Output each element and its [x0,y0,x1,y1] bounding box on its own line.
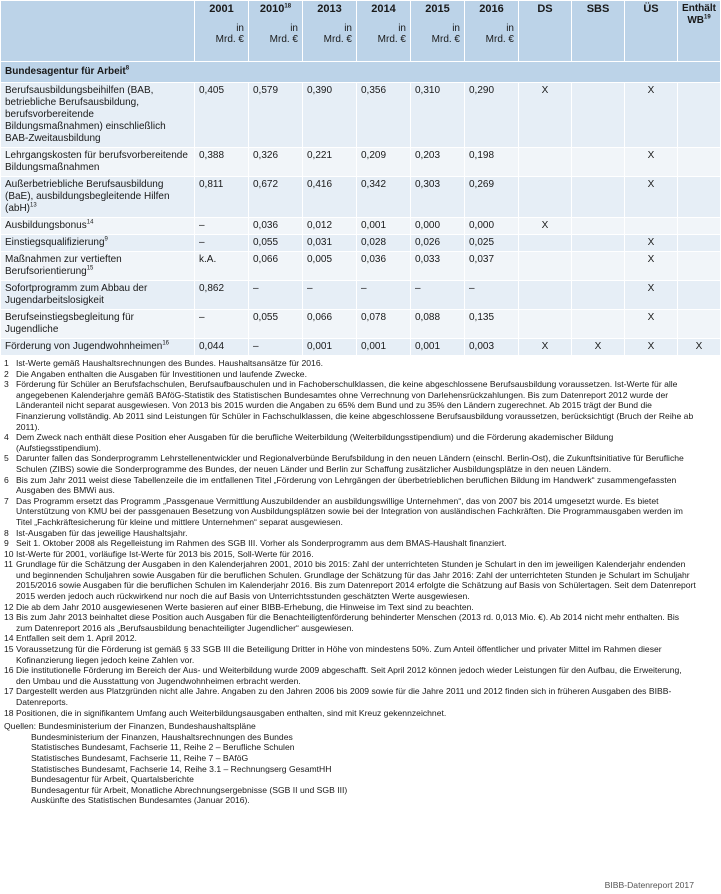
value-cell: 0,579 [249,83,303,148]
value-cell: 0,203 [411,148,465,177]
value-cell: 0,221 [303,148,357,177]
section-row [1,62,721,83]
mark-sbs [572,148,625,177]
value-cell: 0,037 [465,252,519,281]
value-cell: 0,001 [357,339,411,356]
footnote-text: Seit 1. Oktober 2008 als Regelleistung im Rahmen des SGB III. Vorher als Sonderprogramm aus dem BMAS-Haushalt finanziert. [16,538,507,549]
footnote-number: 7 [4,495,9,506]
mark-sbs [572,218,625,235]
footnote-text: Ist-Werte für 2001, vorläufige Ist-Werte für 2013 bis 2015, Soll-Werte für 2016. [16,548,314,559]
value-cell: – [195,235,249,252]
expenditure-table [0,0,721,356]
mark-us: X [625,310,678,339]
source-item: Statistisches Bundesamt, Fachserie 11, Reihe 2 – Berufliche Schulen [31,742,295,753]
value-cell: 0,036 [249,218,303,235]
value-cell: 0,135 [465,310,519,339]
value-cell: – [303,281,357,310]
footnote-text: Ist-Werte gemäß Haushaltsrechnungen des Bundes. Haushaltsansätze für 2016. [16,358,324,368]
footnote-number: 2 [4,368,9,379]
sources [0,718,700,806]
value-cell: 0,290 [465,83,519,148]
footnote [4,528,696,539]
footnote-number: 8 [4,527,9,538]
footnote [4,708,696,719]
table-row [1,218,721,235]
value-cell: 0,000 [465,218,519,235]
source-item: Bundesministerium der Finanzen, Haushaltsrechnungen des Bundes [31,731,293,742]
section-title: Bundesagentur für Arbeit$^8$ [1,62,721,83]
footnote-number: 15 [4,644,14,655]
table-row [1,281,721,310]
mark-wb [678,177,721,218]
row-label: Förderung von Jugendwohnheimen$^{16}$ [1,339,195,356]
header-year-2001: 2001 in Mrd. € [195,1,249,62]
row-label: Außerbetriebliche Berufsausbildung (BaE), ausbildungsbegleitende Hilfen (abH)$^{13}$ [1,177,195,218]
mark-wb [678,281,721,310]
mark-ds [519,310,572,339]
value-cell: 0,033 [411,252,465,281]
footnote-text: Dem Zweck nach enthält diese Position eher Ausgaben für die berufliche Weiterbildung (Weiterbildungsstipendium) und die Förderung akademischer Bildung (Aufstiegsstipendium). [16,432,614,453]
source-item: Auskünfte des Statistischen Bundesamtes (Januar 2016). [31,795,250,806]
value-cell: – [249,339,303,356]
value-cell: 0,088 [411,310,465,339]
footnote-number: 1 [4,358,9,368]
sources-lead: Quellen: Bundesministerium der Finanzen, Bundeshaushaltspläne [4,721,256,732]
mark-wb: X [678,339,721,356]
footnote-number: 11 [4,559,13,570]
value-cell: – [249,281,303,310]
value-cell: 0,198 [465,148,519,177]
footnote [4,432,696,453]
footnote-number: 4 [4,432,9,443]
mark-us: X [625,148,678,177]
row-label: Berufsausbildungsbeihilfen (BAB, betriebliche Berufsausbildung, berufsvorbereitende Bildungsmaßnahmen) einschließlich BAB-Zweitausbildung [1,83,195,148]
mark-ds [519,281,572,310]
value-cell: 0,001 [303,339,357,356]
table-row [1,83,721,148]
mark-wb [678,148,721,177]
footnote [4,559,696,601]
value-cell: 0,209 [357,148,411,177]
footnote-text: Darunter fallen das Sonderprogramm Lehrstellenentwickler und Regionalverbünde Berufsbildung in den neuen Ländern (einschl. Berlin-Ost), die Zukunftsinitiative für Berufliche Schulen (ZIBS) sowie die Sonderprogramme des Bundes, der neuen Länder und Berlin zur Schaffung zusätzlicher Ausbildungsplätze in den neuen Ländern. [16,453,684,474]
mark-ds: X [519,218,572,235]
value-cell: – [357,281,411,310]
mark-wb [678,310,721,339]
value-cell: 0,416 [303,177,357,218]
footnotes [0,356,700,718]
footnote [4,358,696,369]
footnote [4,633,696,644]
header-year-2016: 2016 in Mrd. € [465,1,519,62]
value-cell: 0,672 [249,177,303,218]
header-wb: Enthält WB$^{19}$ [678,1,721,62]
mark-sbs [572,310,625,339]
footnote-text: Ist-Ausgaben für das jeweilige Haushaltsjahr. [16,527,188,538]
footnote-text: Positionen, die in signifikantem Umfang auch Weiterbildungsausgaben enthalten, sind mit Kreuz gekennzeichnet. [16,707,447,718]
value-cell: 0,028 [357,235,411,252]
value-cell: 0,001 [411,339,465,356]
footer-credit: BIBB-Datenreport 2017 [604,880,694,890]
footnote-number: 14 [4,633,14,644]
mark-sbs [572,83,625,148]
footnote-text: Bis zum Jahr 2013 beinhaltet diese Position auch Ausgaben für die Benachteiligtenförderung behinderter Menschen (2013 rd. 0,013 Mio. €). Ab 2014 nicht mehr enthalten. Bis zum Datenreport 2016 als „Berufsausbildung benachteiligter Jugendlicher“ ausgewiesen. [16,612,680,633]
header-us: ÜS [625,1,678,62]
value-cell: 0,055 [249,310,303,339]
table-header-row [1,1,721,62]
value-cell: 0,036 [357,252,411,281]
value-cell: – [465,281,519,310]
header-sbs: SBS [572,1,625,62]
footnote-text: Die Angaben enthalten die Ausgaben für Investitionen und laufende Zwecke. [16,368,307,379]
row-label: Ausbildungsbonus$^{14}$ [1,218,195,235]
footnote-number: 16 [4,665,14,676]
mark-ds: X [519,339,572,356]
header-ds: DS [519,1,572,62]
footnote-text: Die institutionelle Förderung im Bereich der Aus- und Weiterbildung wurde 2009 abgeschafft. Seit April 2012 können jedoch wieder Leistungen für den Aufbau, die Erweiterung, den Umbau und die Ausstattung von Jugendwohnheimen erbracht werden. [16,665,682,686]
footnote-text: Die ab dem Jahr 2010 ausgewiesenen Werte basieren auf einer BIBB-Erhebung, die Hinweise im Text sind zu beachten. [16,601,474,612]
footnote [4,665,696,686]
table-row [1,339,721,356]
mark-ds [519,177,572,218]
source-item: Statistisches Bundesamt, Fachserie 11, Reihe 7 – BAföG [31,752,249,763]
footnote-number: 9 [4,538,9,549]
table-row [1,252,721,281]
footnote-text: Grundlage für die Schätzung der Ausgaben in den Kalenderjahren 2001, 2010 bis 2015: Zahl der unterrichteten Stunden je Schulart in den im jeweiligen Kalenderjahr endenden und beginnenden Schuljahren sowie Ausgaben für die beruflichen Schulen. Grundlage der Schätzung für das Jahr 2016: Zahl der unterrichteten Stunden je Schulart im Schuljahr 2015/2016 sowie Ausgaben für die beruflichen Schulen im Kalenderjahr 2016. Bis zum Datenreport 2014 erfolgte die Schätzung auf Basis von Schülertagen. Seit dem Datenreport 2015 werden jedoch auch rückwirkend nur noch die auf Basis von Unterrichtsstunden geschätzten Werte ausgewiesen. [16,559,696,602]
row-label: Sofortprogramm zum Abbau der Jugendarbeitslosigkeit [1,281,195,310]
mark-sbs: X [572,339,625,356]
row-label: Maßnahmen zur vertieften Berufsorientierung$^{15}$ [1,252,195,281]
footnote-text: Entfallen seit dem 1. April 2012. [16,633,137,644]
mark-wb [678,252,721,281]
value-cell: – [195,218,249,235]
header-year-2013: 2013 in Mrd. € [303,1,357,62]
mark-us: X [625,281,678,310]
source-item: Bundesagentur für Arbeit, Quartalsberichte [31,774,194,785]
mark-ds [519,235,572,252]
value-cell: – [411,281,465,310]
mark-sbs [572,252,625,281]
row-label: Einstiegsqualifizierung$^9$ [1,235,195,252]
footnote-number: 12 [4,601,14,612]
value-cell: 0,025 [465,235,519,252]
row-label: Berufseinstiegsbegleitung für Jugendliche [1,310,195,339]
mark-ds [519,148,572,177]
table-row [1,148,721,177]
mark-us: X [625,83,678,148]
footnote-number: 3 [4,379,9,390]
row-label: Lehrgangskosten für berufsvorbereitende Bildungsmaßnahmen [1,148,195,177]
footnote [4,475,696,496]
value-cell: 0,031 [303,235,357,252]
header-label-cell [1,1,195,62]
footnote-number: 18 [4,707,14,718]
mark-ds [519,252,572,281]
value-cell: 0,000 [411,218,465,235]
footnote [4,369,696,380]
value-cell: 0,269 [465,177,519,218]
footnote [4,602,696,613]
value-cell: 0,066 [249,252,303,281]
footnote [4,549,696,560]
value-cell: 0,303 [411,177,465,218]
footnote-text: Dargestellt werden aus Platzgründen nicht alle Jahre. Angaben zu den Jahren 2006 bis 2009 sowie für die Jahre 2011 und 2012 finden sich in früheren Ausgaben des BIBB-Datenreports. [16,686,672,707]
value-cell: 0,005 [303,252,357,281]
mark-sbs [572,177,625,218]
footnote [4,612,696,633]
mark-us: X [625,177,678,218]
value-cell: 0,055 [249,235,303,252]
footnote [4,538,696,549]
footnote-text: Voraussetzung für die Förderung ist gemäß § 33 SGB III die Beteiligung Dritter in Höhe von mindestens 50%. Zum Anteil öffentlicher und privater Mittel im Rahmen dieser Kofinanzierung liegen jedoch keine Zahlen vor. [16,644,662,665]
footnote-number: 17 [4,686,14,697]
value-cell: 0,342 [357,177,411,218]
value-cell: 0,326 [249,148,303,177]
footnote-text: Förderung für Schüler an Berufsfachschulen, Berufsaufbauschulen und in Fachoberschulklassen, die keine abgeschlossene Berufsausbildung voraussetzen. Ist-Werte für alle angegebenen Kalenderjahre gemäß BAföG-Statistik des Statistischen Bundesamtes ohne Verrechnung von Darlehensrückzahlungen. Bis zum Datenreport 2012 wurde der Länderanteil nicht separat ausgewiesen. Von 2013 bis 2015 wurden die Angaben zu 65% dem Bund und zu 35% den Ländern zugerechnet. Ab 2015 trägt der Bund die Finanzierung vollständig. Ab 2011 sind Leistungen für Schüler in Fachschulklassen, die keine abgeschlossene Berufsausbildung voraussetzen, berücksichtigt (Bruch der Reihe ab 2011). [16,379,694,432]
value-cell: 0,044 [195,339,249,356]
footnote-number: 6 [4,474,9,485]
value-cell: 0,003 [465,339,519,356]
value-cell: 0,026 [411,235,465,252]
value-cell: 0,001 [357,218,411,235]
table-row [1,177,721,218]
header-year-2010: 2010$^{18}$ in Mrd. € [249,1,303,62]
mark-us: X [625,339,678,356]
mark-sbs [572,235,625,252]
source-item: Bundesagentur für Arbeit, Monatliche Abrechnungsergebnisse (SGB II und SGB III) [31,784,348,795]
value-cell: 0,862 [195,281,249,310]
mark-us [625,218,678,235]
mark-wb [678,218,721,235]
value-cell: 0,388 [195,148,249,177]
value-cell: k.A. [195,252,249,281]
mark-wb [678,83,721,148]
footnote-text: Das Programm ersetzt das Programm „Passgenaue Vermittlung Auszubildender an ausbildungswillige Unternehmen“, das von 2007 bis 2014 umgesetzt wurde. Es bietet Unterstützung von KMU bei der passgenauen Besetzung von Ausbildungsplätzen sowie bei der Integration von ausländischen Fachkräften. Die Programmausgaben werden im Titel „Fachkräftesicherung für kleine und mittlere Unternehmen“ separat ausgewiesen. [16,495,683,527]
footnote [4,686,696,707]
footnote-number: 10 [4,548,14,559]
value-cell: 0,310 [411,83,465,148]
value-cell: 0,356 [357,83,411,148]
value-cell: 0,405 [195,83,249,148]
footnote-number: 5 [4,453,9,464]
table-row [1,310,721,339]
mark-us: X [625,235,678,252]
mark-ds: X [519,83,572,148]
mark-wb [678,235,721,252]
value-cell: – [195,310,249,339]
value-cell: 0,012 [303,218,357,235]
value-cell: 0,390 [303,83,357,148]
footnote-text: Bis zum Jahr 2011 weist diese Tabellenzeile die im entfallenen Titel „Förderung von Lehrgängen der überbetrieblichen beruflichen Bildung im Handwerk“ zusammengefassten Ausgaben des BMWi aus. [16,474,677,496]
value-cell: 0,811 [195,177,249,218]
mark-sbs [572,281,625,310]
value-cell: 0,078 [357,310,411,339]
table-row [1,235,721,252]
footnote [4,496,696,528]
footnote [4,644,696,665]
footnote-number: 13 [4,612,14,623]
footnote [4,379,696,432]
source-item: Statistisches Bundesamt, Fachserie 14, Reihe 3.1 – Rechnungserg GesamtHH [31,763,332,774]
header-year-2014: 2014 in Mrd. € [357,1,411,62]
footnote [4,453,696,474]
value-cell: 0,066 [303,310,357,339]
mark-us: X [625,252,678,281]
header-year-2015: 2015 in Mrd. € [411,1,465,62]
